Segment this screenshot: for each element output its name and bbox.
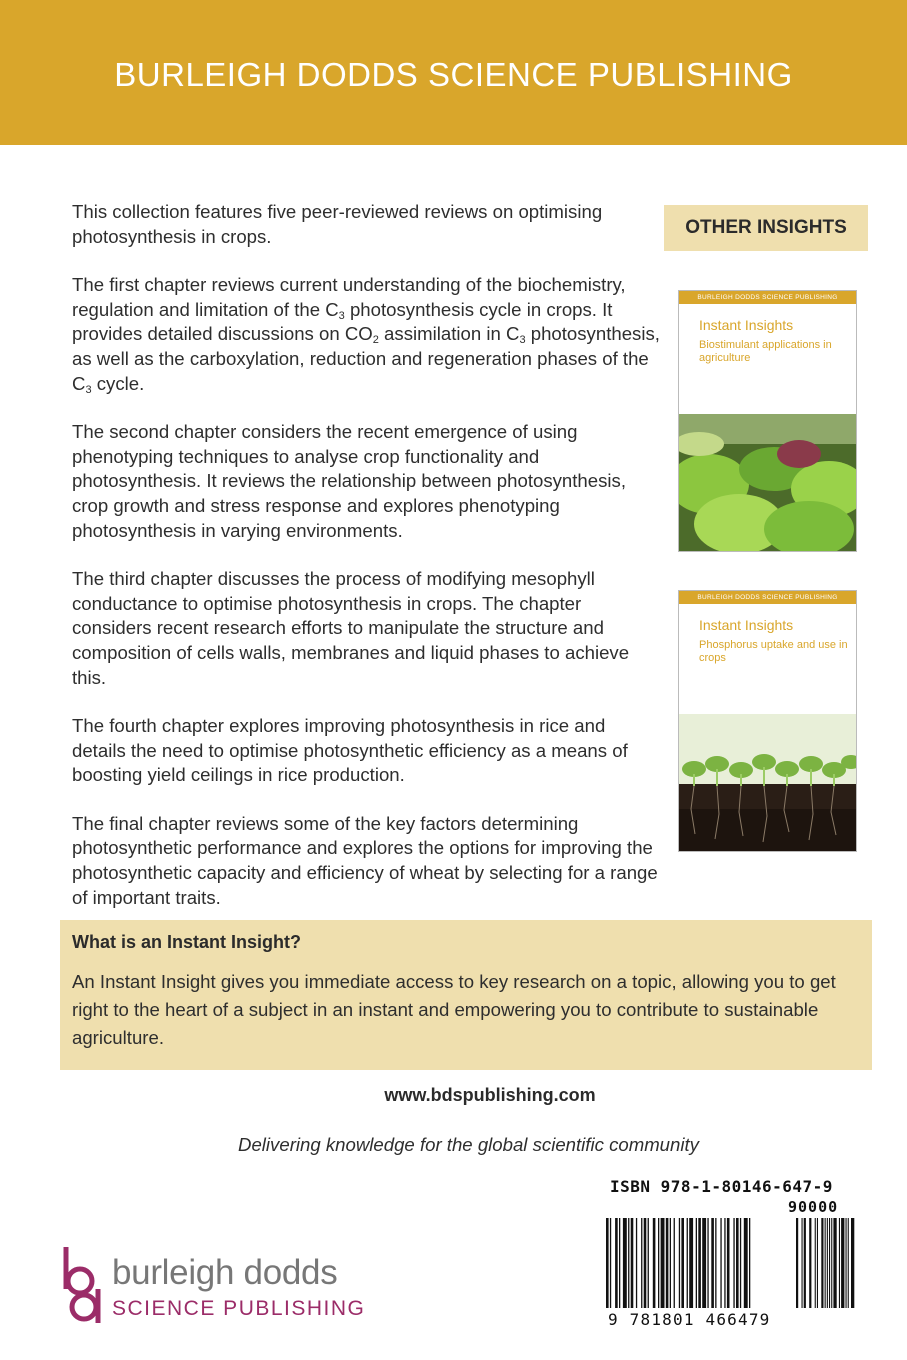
subscript-2: 2 (372, 334, 379, 347)
chapter-1-text-b: photosynthesis cycle in crops. It provides detailed discussions on CO (72, 298, 613, 345)
tagline: Delivering knowledge for the global scientific community (238, 1134, 699, 1155)
logo-subtitle: SCIENCE PUBLISHING (112, 1297, 366, 1320)
chapter-2-paragraph: The second chapter considers the recent emergence of using phenotyping techniques to analyse crop functionality and photosynthesis. It reviews the relationship between photosynthesis, crop growth and stress response and explores phenotyping photosynthesis in varying environments. (72, 421, 626, 541)
bd-monogram-icon (60, 1245, 108, 1325)
chapter-4-paragraph: The fourth chapter explores improving photosynthesis in rice and details the need to optimise photosynthetic efficiency as a means of boosting yield ceilings in rice production. (72, 715, 628, 786)
price-code: 90000 (788, 1198, 839, 1216)
chapter-1-text-a: The first chapter reviews current understanding of the biochemistry, regulation and limitation of the C (72, 274, 626, 320)
book-cover-biostimulant[interactable] (678, 290, 857, 552)
isbn-text: ISBN 978-1-80146-647-9 (610, 1177, 833, 1196)
chapter-1-paragraph (72, 273, 662, 396)
chapter-5-paragraph: The final chapter reviews some of the key factors determining photosynthetic performance and explores the options for improving the photosynthetic capacity and efficiency of wheat by selecting for a range of important traits. (72, 812, 658, 908)
lettuce-photo (679, 414, 856, 551)
book-series-label: Instant Insights (699, 317, 794, 333)
header-banner (0, 0, 907, 145)
publisher-title: BURLEIGH DODDS SCIENCE PUBLISHING (114, 56, 793, 93)
description (72, 200, 662, 934)
logo-wordmark: burleigh dodds (112, 1253, 338, 1292)
publisher-logo (60, 1245, 390, 1325)
subscript-3: 3 (338, 309, 345, 322)
intro-paragraph: This collection features five peer-reviewed reviews on optimising photosynthesis in crops. (72, 201, 603, 247)
insight-question: What is an Instant Insight? (72, 932, 301, 952)
book-title: Phosphorus uptake and use in crops (699, 639, 848, 664)
book-publisher-bar: BURLEIGH DODDS SCIENCE PUBLISHING (679, 591, 856, 604)
chapter-1-text-e: cycle. (91, 372, 145, 394)
insight-answer: An Instant Insight gives you immediate access to key research on a topic, allowing you to get right to the heart of a subject in an instant and empowering you to contribute to sustainable agriculture. (72, 971, 836, 1048)
book-series-label: Instant Insights (699, 617, 794, 633)
barcode-bars (606, 1218, 868, 1310)
subscript-3: 3 (519, 334, 526, 347)
subscript-3: 3 (85, 383, 92, 396)
book-publisher-bar: BURLEIGH DODDS SCIENCE PUBLISHING (679, 291, 856, 304)
chapter-1-text-d: photosynthesis, as well as the carboxylation, reduction and regeneration phases of the C (72, 323, 660, 394)
instant-insight-panel (60, 920, 872, 1070)
isbn-barcode (598, 1170, 873, 1335)
seedlings-soil-photo (679, 714, 856, 851)
barcode-number: 9 781801 466479 (608, 1310, 771, 1329)
website-link[interactable]: www.bdspublishing.com (384, 1085, 596, 1105)
other-insights-label: OTHER INSIGHTS (664, 205, 868, 251)
book-title: Biostimulant applications in agriculture (699, 339, 832, 364)
book-cover-phosphorus[interactable] (678, 590, 857, 852)
chapter-3-paragraph: The third chapter discusses the process of modifying mesophyll conductance to optimise photosynthesis in crops. The chapter considers recent research efforts to manipulate the structure and composition of cells walls, membranes and liquid phases to achieve this. (72, 568, 630, 688)
chapter-1-text-c: assimilation in C (378, 323, 520, 345)
